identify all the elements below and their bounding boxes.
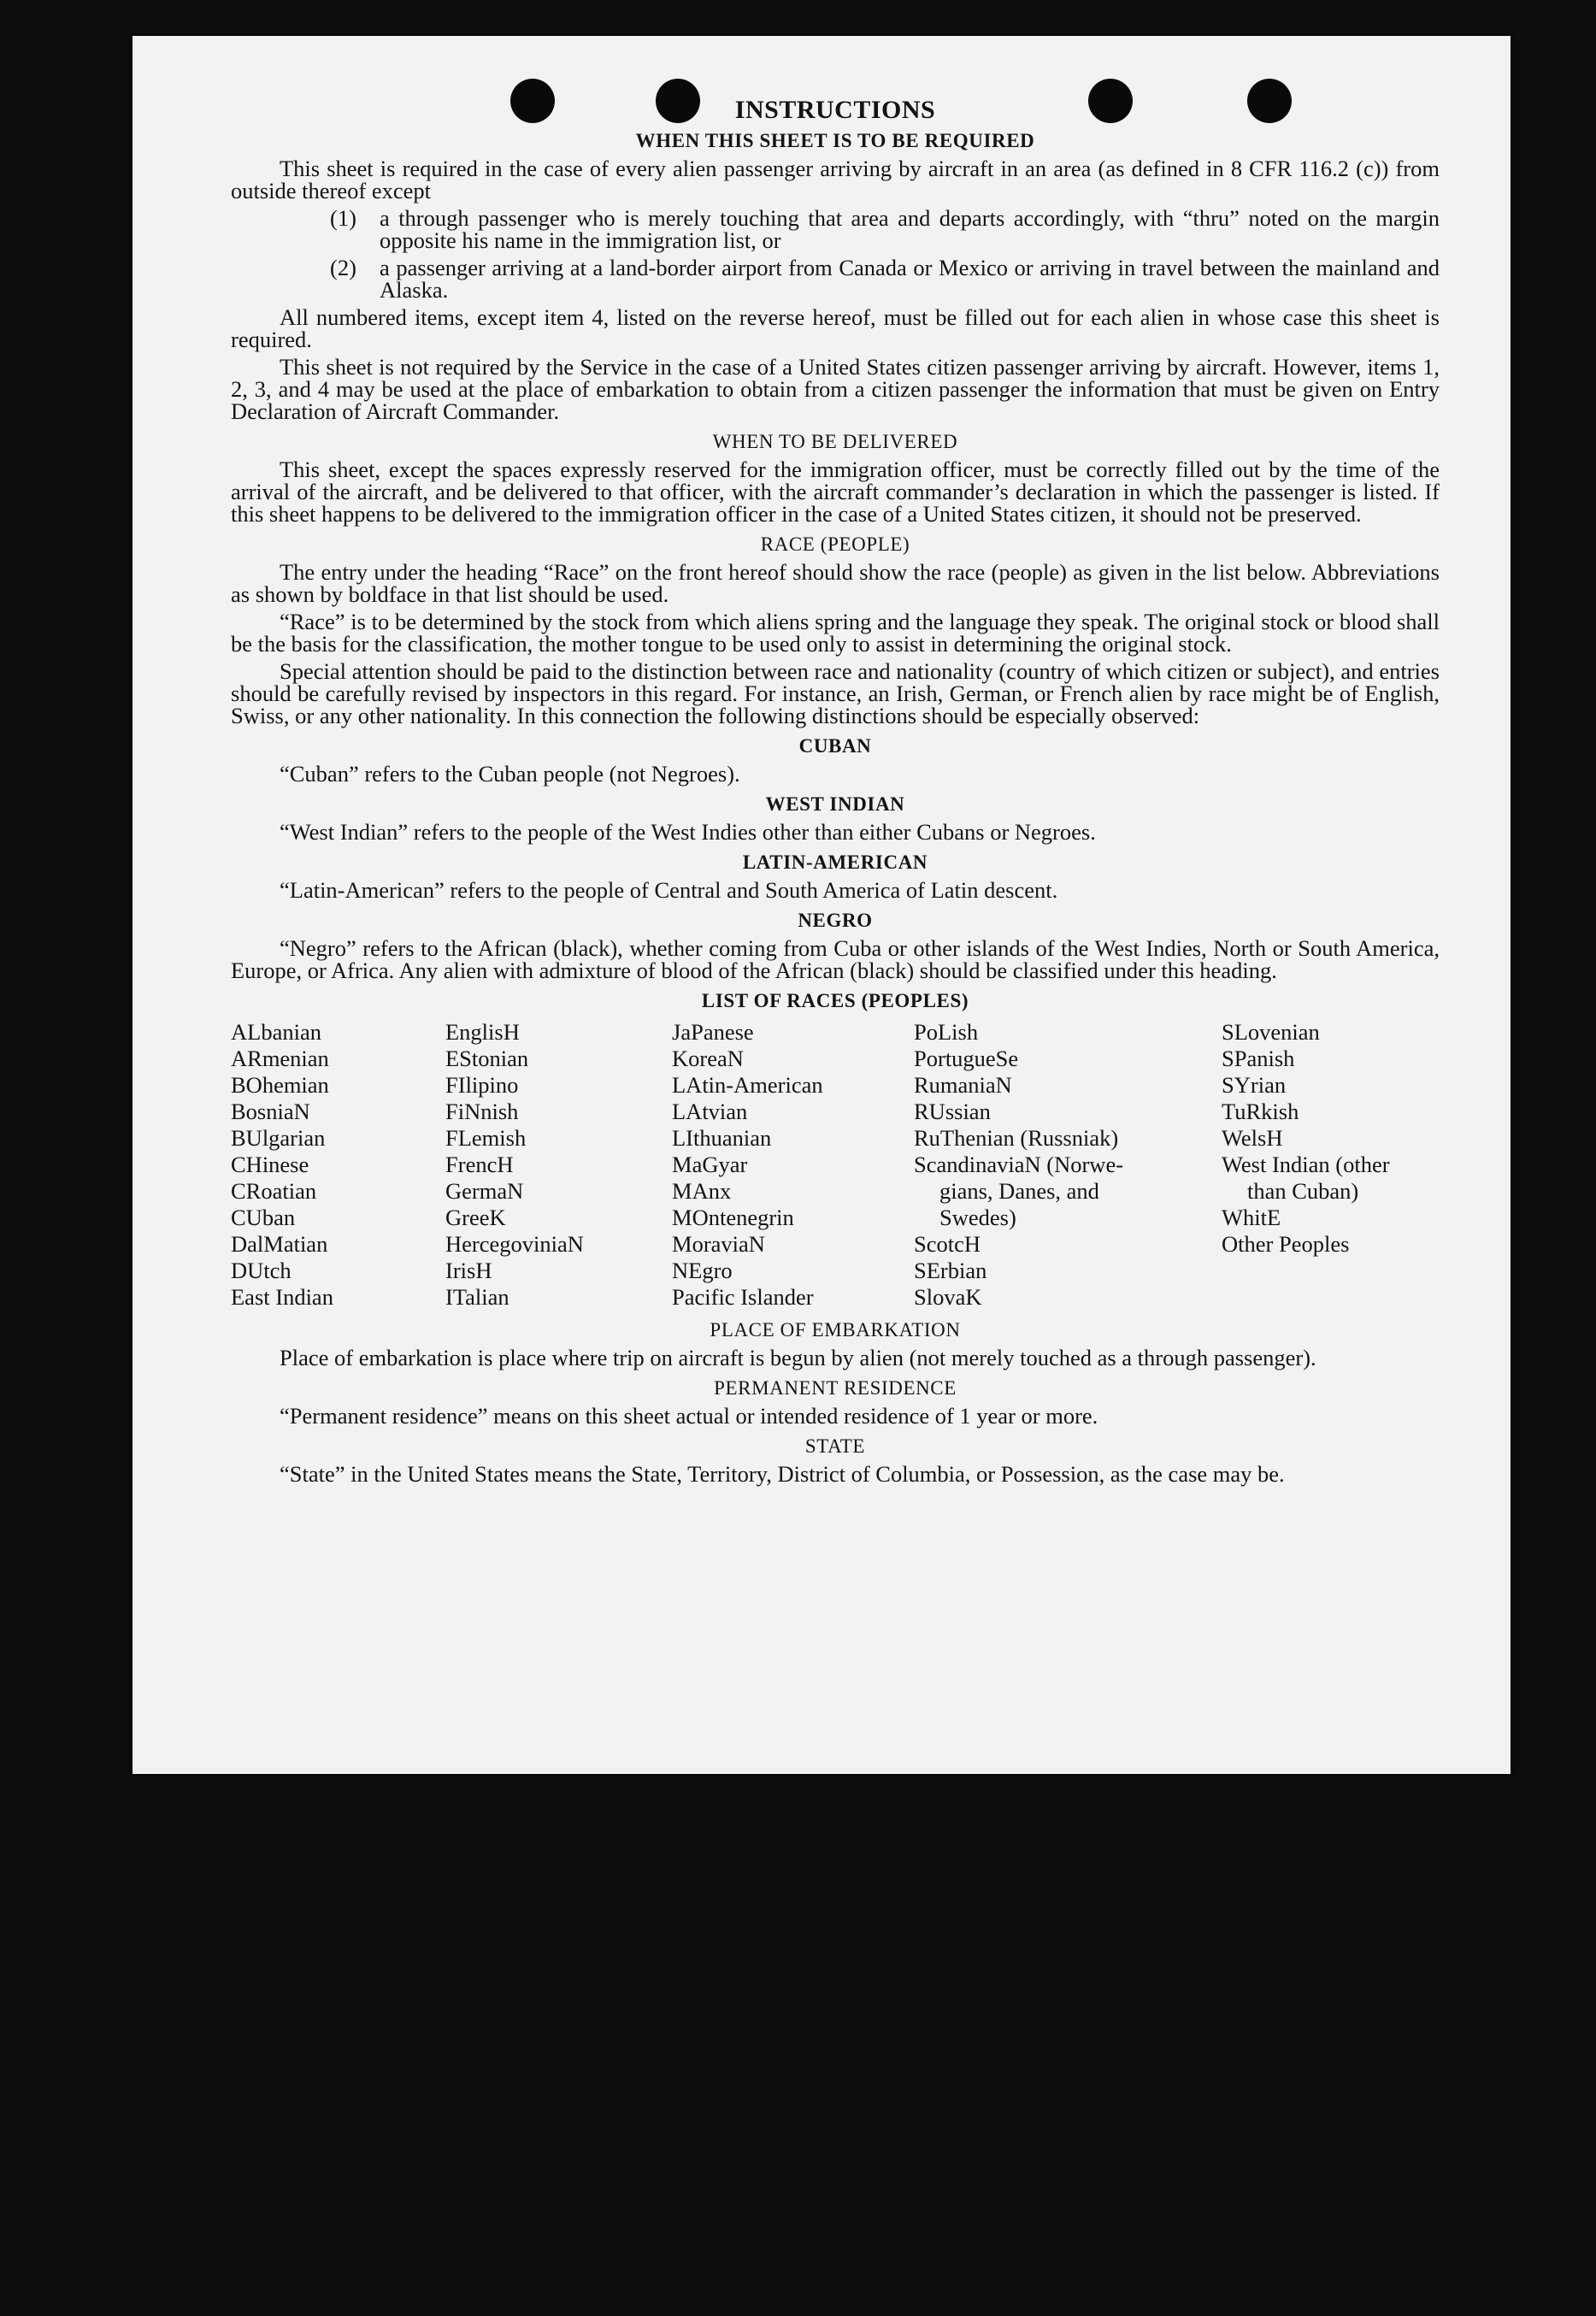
race-entry: SLovenian: [1222, 1019, 1320, 1045]
race-entry: ScotcH: [914, 1231, 981, 1257]
race-entry: JaPanese: [672, 1019, 754, 1045]
race-entry: than Cuban): [1247, 1178, 1359, 1204]
race-entry: ALbanian: [231, 1019, 321, 1045]
races-column: [445, 1019, 672, 1311]
race-entry: RuThenian (Russniak): [914, 1125, 1119, 1151]
races-column: [231, 1019, 445, 1311]
paragraph: “Negro” refers to the African (black), whether coming from Cuba or other islands of the West Indies, North or South America, Europe, or Africa. Any alien with admixture of blood of the African (black) should be classified under this heading.: [231, 935, 1440, 983]
race-entry: EStonian: [445, 1046, 529, 1071]
race-entry: West Indian (other: [1222, 1152, 1390, 1177]
paragraph: “Permanent residence” means on this sheet actual or intended residence of 1 year or more.: [280, 1403, 1098, 1429]
section-heading-cuban: CUBAN: [798, 735, 872, 757]
race-entry: MAnx: [672, 1178, 732, 1204]
race-entry: DUtch: [231, 1258, 292, 1283]
race-entry: SPanish: [1222, 1046, 1295, 1071]
paragraph: Special attention should be paid to the distinction between race and nationality (country of which citizen or subject), and entries should be carefully revised by inspectors in this regard. For instance, an Irish, German, or French alien by race might be of English, Swiss, or any other nationality. In this connection the following distinctions should be especially observed:: [231, 658, 1440, 728]
section-heading-negro: NEGRO: [798, 910, 873, 931]
race-entry: Other Peoples: [1222, 1231, 1350, 1257]
section-heading-latin-american: LATIN-AMERICAN: [742, 852, 928, 873]
race-entry: MoraviaN: [672, 1231, 765, 1257]
race-entry: RUssian: [914, 1099, 991, 1124]
list-item: [231, 256, 1440, 301]
item-number: (2): [330, 255, 356, 280]
race-entry: PoLish: [914, 1019, 979, 1045]
page-title: INSTRUCTIONS: [734, 96, 936, 124]
section-heading-residence: PERMANENT RESIDENCE: [714, 1377, 957, 1399]
race-entry: GermaN: [445, 1178, 524, 1204]
races-column: [1222, 1019, 1440, 1311]
race-entry: BOhemian: [231, 1072, 329, 1098]
race-entry: WhitE: [1222, 1205, 1281, 1230]
paragraph: “Cuban” refers to the Cuban people (not Negroes).: [280, 761, 740, 787]
section-heading-embarkation: PLACE OF EMBARKATION: [710, 1319, 961, 1341]
race-entry: LAtvian: [672, 1099, 748, 1124]
list-item: [231, 207, 1440, 251]
instructions-content: [231, 96, 1440, 1490]
paragraph: This sheet is not required by the Service in the case of a United States citizen passenger arriving by aircraft. However, items 1, 2, 3, and 4 may be used at the place of embarkation to obtain from a citizen passenger the information that must be given on Entry Declaration of Aircraft Commander.: [231, 354, 1440, 424]
race-entry: WelsH: [1222, 1125, 1283, 1151]
section-heading-delivered: WHEN TO BE DELIVERED: [712, 431, 958, 452]
race-entry: RumaniaN: [914, 1072, 1012, 1098]
section-heading-state: STATE: [804, 1435, 866, 1457]
paragraph: The entry under the heading “Race” on the front hereof should show the race (people) as given in the list below. Abbreviations as shown by boldface in that list should be used.: [231, 559, 1440, 607]
race-entry: BosniaN: [231, 1099, 310, 1124]
paragraph: “Latin-American” refers to the people of Central and South America of Latin descent.: [280, 877, 1058, 903]
race-entry: TuRkish: [1222, 1099, 1299, 1124]
race-entry: East Indian: [231, 1284, 333, 1310]
race-entry: Pacific Islander: [672, 1284, 814, 1310]
race-entry: KoreaN: [672, 1046, 744, 1071]
race-entry: FrencH: [445, 1152, 514, 1177]
races-column: [914, 1019, 1222, 1311]
race-entry: LAtin-American: [672, 1072, 823, 1098]
race-entry: LIthuanian: [672, 1125, 772, 1151]
races-column: [672, 1019, 914, 1311]
race-entry: CUban: [231, 1205, 296, 1230]
race-entry: IrisH: [445, 1258, 492, 1283]
section-heading-required: WHEN THIS SHEET IS TO BE REQUIRED: [635, 130, 1035, 151]
race-entry: EnglisH: [445, 1019, 520, 1045]
race-entry: HercegoviniaN: [445, 1231, 584, 1257]
race-entry: CRoatian: [231, 1178, 317, 1204]
section-heading-list-of-races: LIST OF RACES (PEOPLES): [701, 990, 969, 1011]
section-heading-west-indian: WEST INDIAN: [765, 793, 905, 815]
race-entry: BUlgarian: [231, 1125, 326, 1151]
item-text: a passenger arriving at a land-border airport from Canada or Mexico or arriving in travel between the mainland and Alaska.: [380, 255, 1440, 303]
document-page: [133, 36, 1511, 1774]
races-table: [231, 1019, 1440, 1311]
race-entry: gians, Danes, and: [939, 1178, 1099, 1204]
race-entry: SlovaK: [914, 1284, 982, 1310]
paragraph: This sheet is required in the case of every alien passenger arriving by aircraft in an area (as defined in 8 CFR 116.2 (c)) from outside thereof except: [231, 156, 1440, 203]
race-entry: MOntenegrin: [672, 1205, 794, 1230]
paragraph: “Race” is to be determined by the stock from which aliens spring and the language they speak. The original stock or blood shall be the basis for the classification, the mother tongue to be used only to assist in determining the original stock.: [231, 609, 1440, 657]
item-text: a through passenger who is merely touching that area and departs accordingly, with “thru” noted on the margin opposite his name in the immigration list, or: [380, 205, 1440, 253]
race-entry: ARmenian: [231, 1046, 329, 1071]
race-entry: FiNnish: [445, 1099, 519, 1124]
paragraph: “State” in the United States means the State, Territory, District of Columbia, or Possession, as the case may be.: [280, 1461, 1285, 1487]
race-entry: CHinese: [231, 1152, 309, 1177]
paragraph: Place of embarkation is place where trip on aircraft is begun by alien (not merely touched as a through passenger).: [280, 1345, 1316, 1370]
race-entry: DalMatian: [231, 1231, 328, 1257]
section-heading-race: RACE (PEOPLE): [760, 533, 910, 555]
race-entry: NEgro: [672, 1258, 733, 1283]
race-entry: MaGyar: [672, 1152, 748, 1177]
race-entry: PortugueSe: [914, 1046, 1019, 1071]
race-entry: FIlipino: [445, 1072, 519, 1098]
race-entry: ScandinaviaN (Norwe-: [914, 1152, 1124, 1177]
paragraph: All numbered items, except item 4, listed on the reverse hereof, must be filled out for each alien in whose case this sheet is required.: [231, 304, 1440, 352]
paragraph: “West Indian” refers to the people of the West Indies other than either Cubans or Negroes.: [280, 819, 1096, 845]
race-entry: SYrian: [1222, 1072, 1287, 1098]
race-entry: FLemish: [445, 1125, 527, 1151]
item-number: (1): [330, 205, 356, 231]
race-entry: ITalian: [445, 1284, 509, 1310]
paragraph: This sheet, except the spaces expressly reserved for the immigration officer, must be correctly filled out by the time of the arrival of the aircraft, and be delivered to that officer, with the aircraft commander’s declaration in which the passenger is listed. If this sheet happens to be delivered to the immigration officer in the case of a United States citizen, it should not be preserved.: [231, 457, 1440, 527]
race-entry: SErbian: [914, 1258, 987, 1283]
race-entry: GreeK: [445, 1205, 506, 1230]
race-entry: Swedes): [939, 1205, 1016, 1230]
